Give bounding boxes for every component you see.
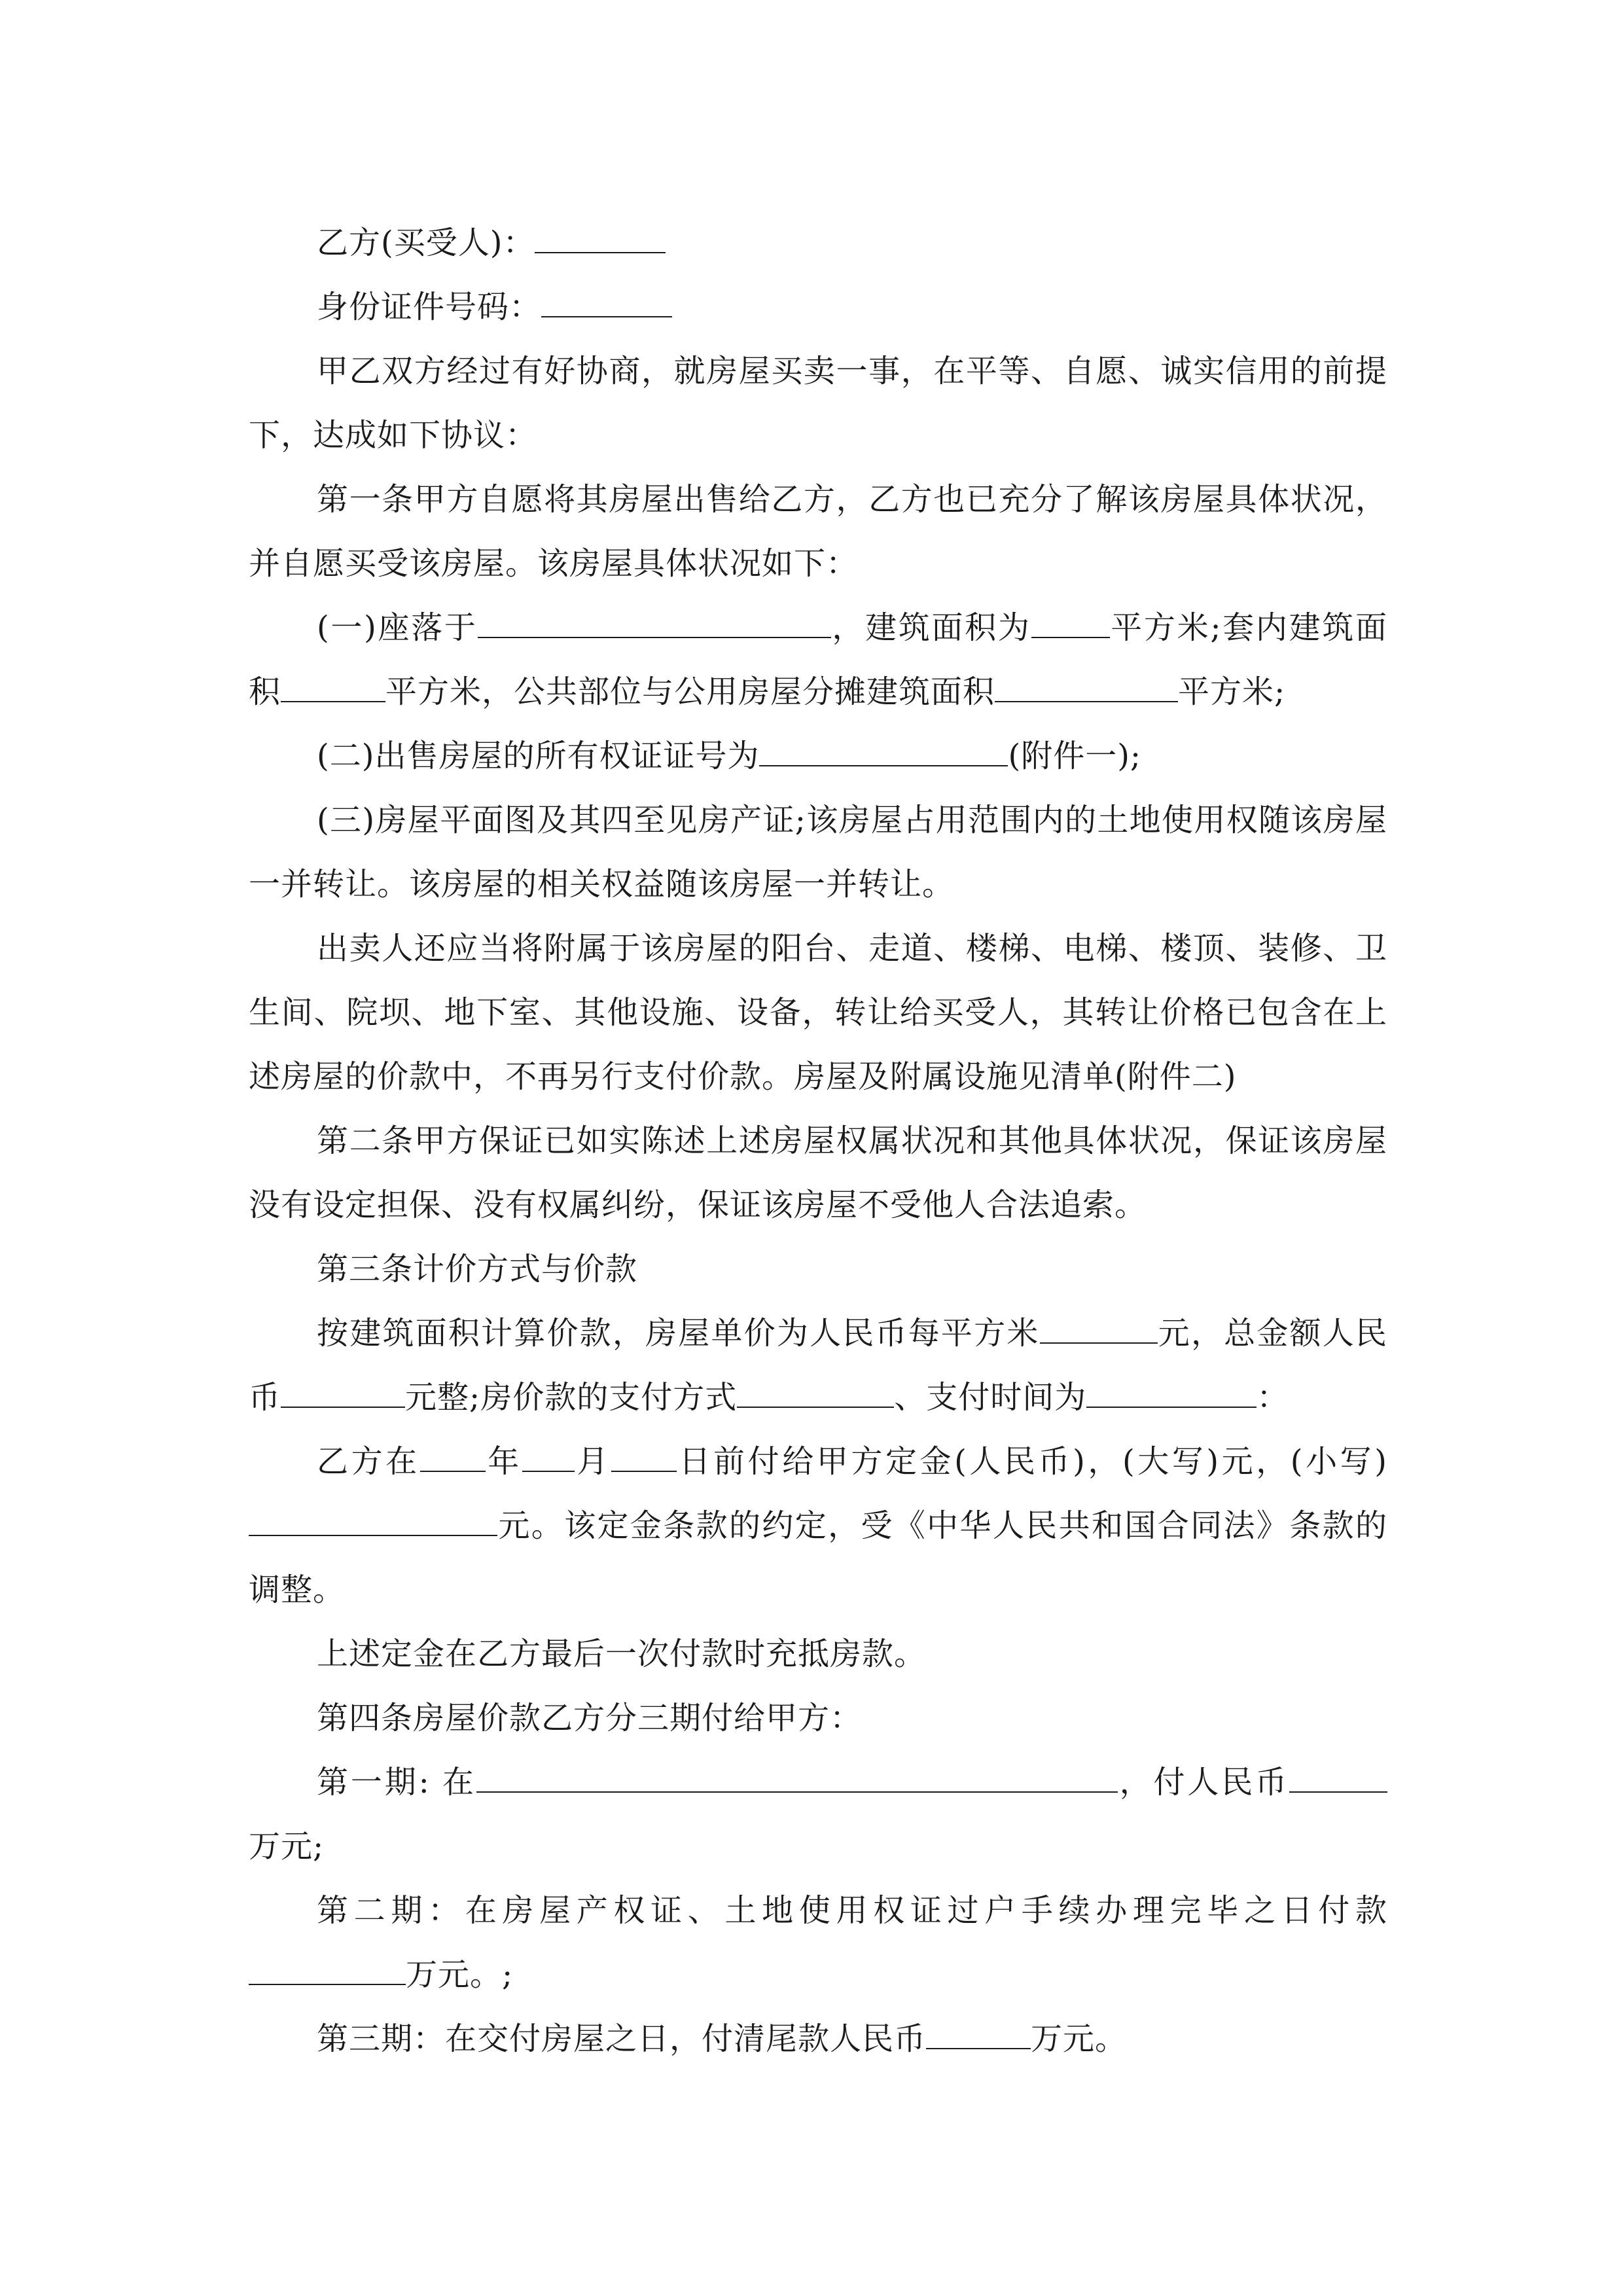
phase1-amount-blank[interactable] xyxy=(1289,1765,1387,1793)
phase1-condition-blank[interactable] xyxy=(476,1765,1118,1793)
item2-cert-label: (二)出售房屋的所有权证证号为 xyxy=(317,738,760,774)
article1-attachments: 出卖人还应当将附属于该房屋的阳台、走道、楼梯、电梯、楼顶、装修、卫生间、院坝、地下室、其他设施、设备，转让给买受人，其转让价格已包含在上述房屋的价款中，不再另行支付价款。房屋及附属设施见清单(附件二) xyxy=(249,930,1387,1095)
article4-phase3 xyxy=(249,2007,1387,2071)
phase1-label: 第一期: 在 xyxy=(317,1764,476,1801)
total-amount-label: 元，总金额人民币 xyxy=(249,1315,1387,1416)
item1-unit: 平方米; xyxy=(1178,673,1286,710)
article3-price xyxy=(249,1301,1387,1429)
total-amount-blank[interactable] xyxy=(281,1380,405,1408)
payment-time-label: 、支付时间为 xyxy=(894,1379,1087,1416)
deposit-offset: 上述定金在乙方最后一次付款时充抵房款。 xyxy=(317,1636,927,1672)
article4-phase2 xyxy=(249,1878,1387,2007)
article1-item3: (三)房屋平面图及其四至见房产证;该房屋占用范围内的土地使用权随该房屋一并转让。该房屋的相关权益随该房屋一并转让。 xyxy=(249,802,1387,903)
preamble: 甲乙双方经过有好协商，就房屋买卖一事，在平等、自愿、诚实信用的前提下，达成如下协议： xyxy=(249,353,1387,454)
article1-item1 xyxy=(249,596,1387,724)
party-b-name-blank[interactable] xyxy=(535,226,666,253)
shared-area-blank[interactable] xyxy=(995,675,1178,702)
deposit-clause: 元。该定金条款的约定，受《中华人民共和国合同法》条款的调整。 xyxy=(249,1507,1387,1608)
month-label: 月 xyxy=(574,1443,611,1480)
deposit-month-blank[interactable] xyxy=(522,1444,575,1472)
phase2-amount-blank[interactable] xyxy=(249,1958,406,1985)
article3-deposit xyxy=(249,1429,1387,1622)
phase2-unit: 万元。; xyxy=(406,1956,514,1993)
inner-area-blank[interactable] xyxy=(281,675,385,702)
item1-location-label: (一)座落于 xyxy=(317,609,478,646)
payment-method-blank[interactable] xyxy=(737,1380,894,1408)
deposit-label: 乙方在 xyxy=(317,1443,420,1480)
year-label: 年 xyxy=(485,1443,522,1480)
unit-price-label: 按建筑面积计算价款，房屋单价为人民币每平方米 xyxy=(317,1315,1040,1352)
unit-price-blank[interactable] xyxy=(1040,1316,1158,1344)
payment-time-blank[interactable] xyxy=(1086,1380,1257,1408)
phase1-unit: 万元; xyxy=(249,1828,325,1865)
phase1-amount-label: ，付人民币 xyxy=(1117,1764,1289,1801)
building-area-blank[interactable] xyxy=(1031,611,1110,638)
item1-inner-area-label: 平方米;套内建筑面积 xyxy=(249,609,1387,710)
party-b-label: 乙方(买受人)： xyxy=(317,224,535,261)
article1-intro: 第一条甲方自愿将其房屋出售给乙方，乙方也已充分了解该房屋具体状况，并自愿买受该房屋。该房屋具体状况如下： xyxy=(249,481,1387,582)
location-blank[interactable] xyxy=(478,611,831,638)
party-b-line xyxy=(249,211,1387,275)
phase3-amount-blank[interactable] xyxy=(926,2022,1031,2049)
article4-title: 第四条房屋价款乙方分三期付给甲方： xyxy=(317,1700,863,1736)
ownership-cert-blank[interactable] xyxy=(759,739,1008,766)
phase2-label: 第二期：在房屋产权证、土地使用权证过户手续办理完毕之日付款 xyxy=(317,1892,1387,1929)
phase3-unit: 万元。 xyxy=(1031,2020,1128,2057)
deposit-amount-blank[interactable] xyxy=(249,1509,497,1536)
article1-item2 xyxy=(249,724,1387,788)
price-colon: ： xyxy=(1257,1379,1289,1416)
phase3-label: 第三期：在交付房屋之日，付清尾款人民币 xyxy=(317,2020,927,2057)
article4-phase1 xyxy=(249,1750,1387,1878)
payment-method-label: 元整;房价款的支付方式 xyxy=(405,1379,738,1416)
article3-title: 第三条计价方式与价款 xyxy=(317,1251,638,1287)
deposit-amount-label: 日前付给甲方定金(人民币)，(大写)元，(小写) xyxy=(676,1443,1387,1480)
id-number-blank[interactable] xyxy=(541,290,672,317)
item2-attachment-ref: (附件一); xyxy=(1008,738,1142,774)
contract-body xyxy=(249,211,1387,2071)
id-number-label: 身份证件号码： xyxy=(317,289,542,325)
id-number-line xyxy=(249,275,1387,339)
item1-shared-area-label: 平方米，公共部位与公用房屋分摊建筑面积 xyxy=(385,673,995,710)
item1-area-label: ，建筑面积为 xyxy=(830,609,1031,646)
deposit-year-blank[interactable] xyxy=(420,1444,486,1472)
deposit-day-blank[interactable] xyxy=(611,1444,677,1472)
article2: 第二条甲方保证已如实陈述上述房屋权属状况和其他具体状况，保证该房屋没有设定担保、没有权属纠纷，保证该房屋不受他人合法追索。 xyxy=(249,1122,1387,1223)
